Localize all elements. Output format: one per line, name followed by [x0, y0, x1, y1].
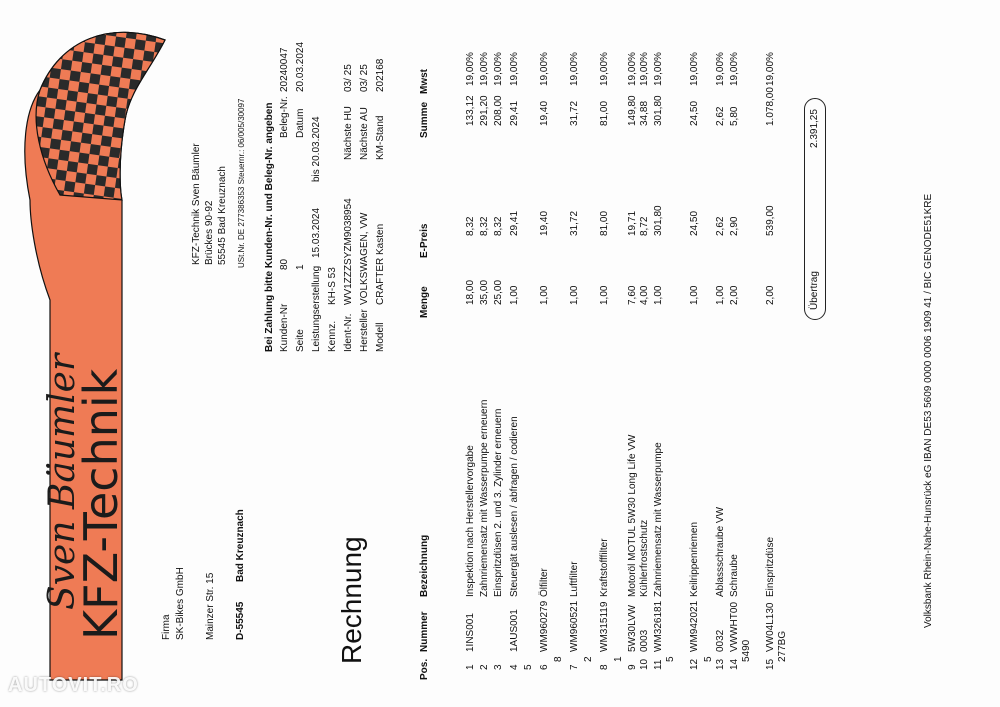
uebertrag-label: Übertrag: [809, 271, 820, 310]
item-description: Einspritzdüsen 2. und 3. Zylinder erneuern: [493, 408, 504, 597]
item-number: 0032: [715, 629, 726, 652]
item-number: 1AUS001: [509, 609, 520, 652]
item-number: 5: [703, 656, 714, 662]
item-summe: 291,20: [479, 95, 490, 126]
item-pos: 12: [689, 658, 700, 670]
item-description: Keilrippenriemen: [689, 521, 700, 597]
datum-label: Datum: [295, 108, 306, 138]
item-pos: 11: [653, 659, 664, 670]
beleg-label: Beleg-Nr.: [279, 96, 290, 138]
km-label: KM-Stand: [375, 115, 386, 160]
logo-brand: KFZ-Technik: [74, 368, 128, 640]
item-summe: 5,80: [729, 106, 740, 126]
item-menge: 1,00: [689, 285, 700, 305]
item-epreis: 301,80: [653, 205, 664, 236]
item-number: WM326181: [653, 600, 664, 652]
item-epreis: 19,40: [539, 210, 550, 236]
item-menge: 1,00: [539, 285, 550, 305]
item-summe: 24,50: [689, 100, 700, 126]
recipient-city: Bad Kreuznach: [235, 509, 246, 582]
item-mwst: 19,00%: [765, 52, 776, 86]
item-mwst: 19,00%: [465, 52, 476, 86]
item-description: Kraftstofffilter: [599, 538, 610, 597]
item-number: WM960521: [569, 600, 580, 652]
watermark: AUTOVIT.RO: [8, 674, 139, 696]
item-description: Ölfilter: [539, 568, 550, 597]
item-number: 5: [665, 656, 676, 662]
sender-tax: USt.Nr. DE 277386353 Steuernr.: 06/005/30097: [237, 98, 246, 268]
item-summe: 1.078,00: [765, 87, 776, 126]
item-description: Steuergät auslesen / abfragen / codieren: [509, 416, 520, 597]
item-number: 5490: [741, 639, 752, 662]
item-epreis: 8,72: [639, 216, 650, 236]
bank-footer: Volksbank Rhein-Nahe-Hunsrück eG IBAN DE53 5609 0000 0006 1909 41 / BIC GENODE51KRE: [923, 193, 934, 628]
item-summe: 34,88: [639, 100, 650, 126]
item-pos: 15: [765, 658, 776, 670]
item-epreis: 8,32: [479, 216, 490, 236]
item-pos: 2: [479, 664, 490, 670]
item-summe: 29,41: [509, 100, 520, 126]
item-menge: 18,00: [465, 279, 476, 305]
item-number: 5W30LVW: [627, 604, 638, 652]
recipient-street: Mainzer Str. 15: [205, 572, 216, 640]
modell: CRAFTER Kasten: [375, 223, 386, 305]
item-description: Inspektion nach Herstellervorgabe: [465, 445, 476, 597]
item-menge: 1,00: [599, 285, 610, 305]
item-description: Motoröl MOTUL 5W30 Long Life VW: [627, 434, 638, 597]
item-pos: 8: [599, 664, 610, 670]
item-epreis: 2,90: [729, 216, 740, 236]
item-menge: 2,00: [765, 285, 776, 305]
hersteller-label: Hersteller: [359, 309, 370, 352]
item-pos: 9: [627, 664, 638, 670]
item-menge: 7,60: [627, 285, 638, 305]
item-mwst: 19,00%: [653, 52, 664, 86]
recipient-label: Firma: [161, 614, 172, 640]
col-pos: Pos.: [419, 658, 430, 680]
item-number: 8: [553, 656, 564, 662]
item-epreis: 31,72: [569, 210, 580, 236]
item-summe: 19,40: [539, 100, 550, 126]
item-menge: 25,00: [493, 279, 504, 305]
recipient-postcode: D-55545: [235, 601, 246, 640]
item-menge: 35,00: [479, 279, 490, 305]
col-menge: Menge: [419, 286, 430, 318]
item-summe: 2,62: [715, 106, 726, 126]
item-description: Einspritzdüse: [765, 536, 776, 597]
item-pos: 1: [465, 664, 476, 670]
sender-city: 55545 Bad Kreuznach: [217, 166, 228, 265]
item-epreis: 8,32: [493, 216, 504, 236]
hu: 03/ 25: [343, 64, 354, 92]
item-menge: 1,00: [715, 285, 726, 305]
col-mwst: Mwst: [419, 69, 430, 94]
item-epreis: 2,62: [715, 216, 726, 236]
item-menge: 2,00: [729, 285, 740, 305]
item-mwst: 19,00%: [509, 52, 520, 86]
logo-name: Sven Bäumler: [42, 353, 83, 610]
item-mwst: 19,00%: [599, 52, 610, 86]
kunden-nr: 80: [279, 258, 290, 270]
hu-label: Nächste HU: [343, 106, 354, 160]
item-menge: 4,00: [639, 285, 650, 305]
au: 03/ 25: [359, 64, 370, 92]
kunden-nr-label: Kunden-Nr: [279, 303, 290, 352]
item-number: 277BG: [777, 630, 788, 662]
seite-label: Seite: [295, 329, 306, 352]
ident: WV1ZZZSYZM9038954: [343, 198, 354, 305]
item-description: Kühlerfrostschutz: [639, 519, 650, 597]
seite: 1: [295, 264, 306, 270]
item-description: Zahnriemensatz mit Wasserpumpe erneuern: [479, 399, 490, 597]
item-number: WM960279: [539, 600, 550, 652]
item-pos: 5: [523, 664, 534, 670]
item-mwst: 19,00%: [569, 52, 580, 86]
item-summe: 31,72: [569, 100, 580, 126]
datum: 20.03.2024: [295, 41, 306, 92]
payment-note: Bei Zahlung bitte Kunden-Nr. und Beleg-Nr. angeben: [264, 102, 275, 352]
col-epreis: E-Preis: [419, 223, 430, 258]
item-description: Ablassschraube VW: [715, 506, 726, 597]
item-summe: 133,12: [465, 95, 476, 126]
item-epreis: 539,00: [765, 205, 776, 236]
item-menge: 1,00: [569, 285, 580, 305]
item-mwst: 19,00%: [715, 52, 726, 86]
item-mwst: 19,00%: [639, 52, 650, 86]
item-menge: 1,00: [653, 285, 664, 305]
ident-label: Ident-Nr.: [343, 313, 354, 352]
recipient-company: SK-Bikes GmbH: [175, 567, 186, 640]
item-pos: 7: [569, 664, 580, 670]
item-epreis: 19,71: [627, 210, 638, 236]
kennz-label: Kennz.: [327, 320, 338, 352]
item-epreis: 8,32: [465, 216, 476, 236]
item-number: WM315119: [599, 601, 610, 652]
item-mwst: 19,00%: [539, 52, 550, 86]
item-summe: 208,00: [493, 95, 504, 126]
item-number: WM942021: [689, 600, 700, 652]
item-number: 0003: [639, 629, 650, 652]
item-summe: 149,80: [627, 95, 638, 126]
item-number: 1: [613, 656, 624, 662]
uebertrag-value: 2.391,25: [809, 109, 820, 148]
item-description: Schraube: [729, 554, 740, 597]
invoice-title: Rechnung: [336, 536, 367, 664]
item-epreis: 29,41: [509, 210, 520, 236]
item-pos: 3: [493, 664, 504, 670]
item-menge: 1,00: [509, 285, 520, 305]
item-description: Zahnriemensatz mit Wasserpumpe: [653, 442, 664, 597]
col-nummer: Nummer: [419, 611, 430, 652]
item-number: 2: [583, 656, 594, 662]
item-epreis: 81,00: [599, 210, 610, 236]
sender-street: Brückes 90-92: [204, 200, 215, 265]
item-mwst: 19,00%: [627, 52, 638, 86]
item-mwst: 19,00%: [479, 52, 490, 86]
item-mwst: 19,00%: [729, 52, 740, 86]
leistung-from: 15.03.2024: [311, 207, 322, 258]
item-number: 1INS001: [465, 613, 476, 652]
au-label: Nächste AU: [359, 107, 370, 160]
item-summe: 301,80: [653, 95, 664, 126]
leistung-label: Leistungserstellung: [311, 265, 322, 352]
item-mwst: 19,00%: [689, 52, 700, 86]
item-epreis: 24,50: [689, 210, 700, 236]
hersteller: VOLKSWAGEN, VW: [359, 212, 370, 305]
col-bezeichnung: Bezeichnung: [419, 534, 430, 597]
item-pos: 13: [715, 658, 726, 670]
item-pos: 10: [639, 658, 650, 670]
item-number: VWWHT00: [729, 602, 740, 652]
leistung-to: bis 20.03.2024: [311, 116, 322, 182]
beleg-nr: 20240047: [279, 47, 290, 92]
col-summe: Summe: [419, 101, 430, 138]
item-mwst: 19,00%: [493, 52, 504, 86]
modell-label: Modell: [375, 322, 386, 352]
item-number: VW04L130: [765, 602, 776, 652]
km-stand: 202168: [375, 58, 386, 92]
item-summe: 81,00: [599, 100, 610, 126]
item-pos: 6: [539, 664, 550, 670]
item-pos: 14: [729, 658, 740, 670]
sender-name: KFZ-Technik Sven Bäumler: [191, 143, 202, 265]
kennz: KH-S 53: [327, 267, 338, 305]
item-description: Luftfilter: [569, 561, 580, 597]
item-pos: 4: [509, 664, 520, 670]
